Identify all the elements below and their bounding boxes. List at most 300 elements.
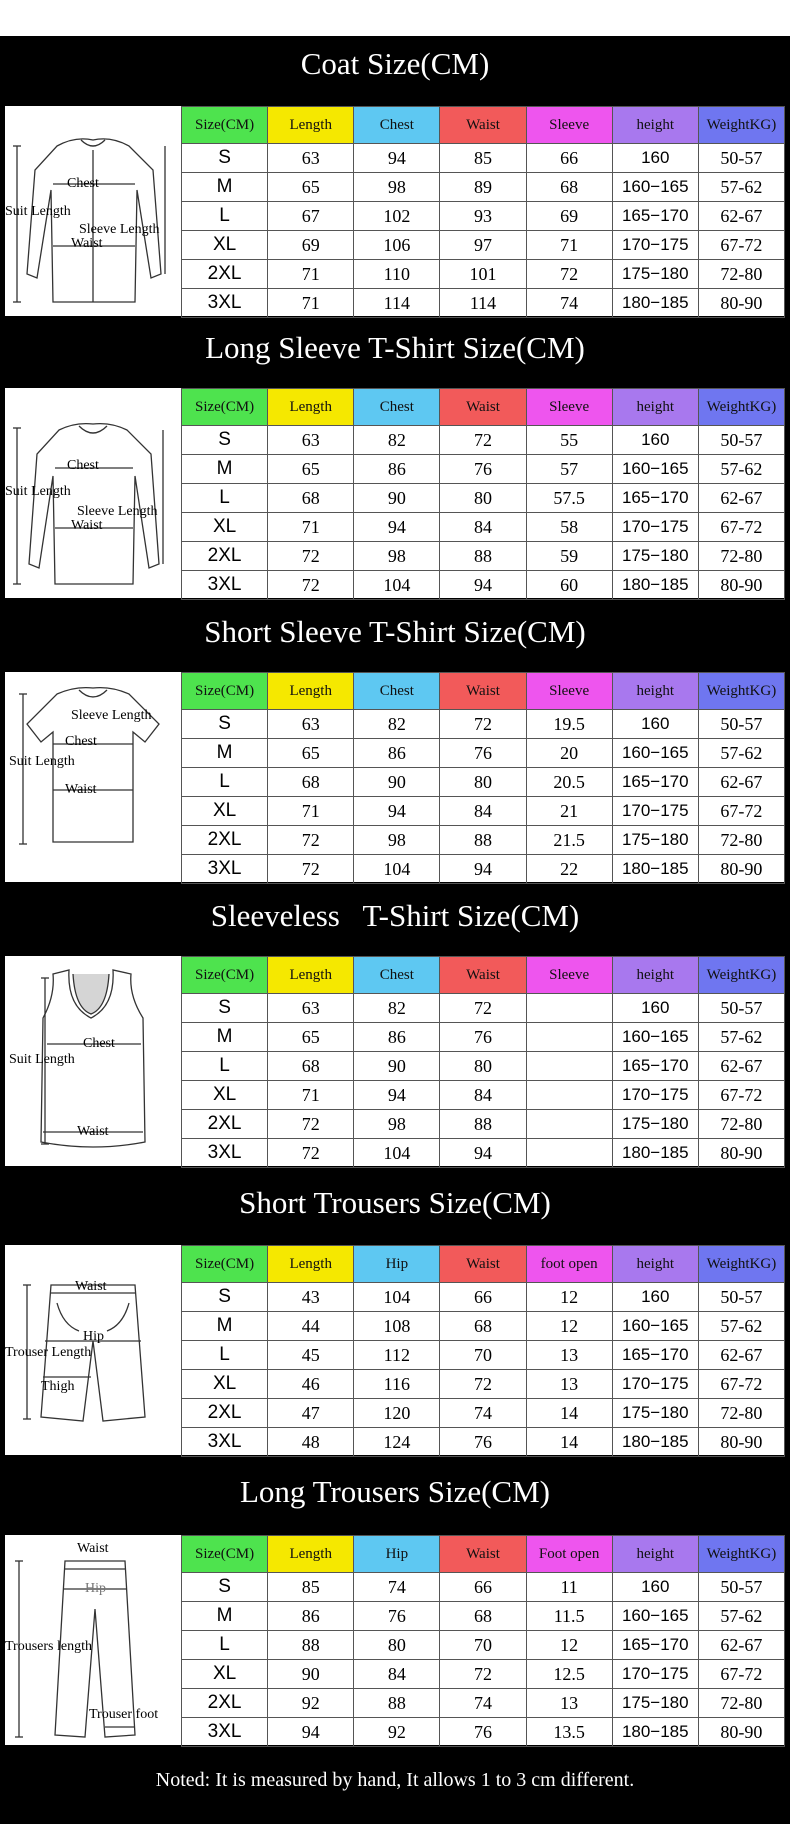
waist-label: Waist — [75, 1279, 107, 1294]
table-cell: 175−180 — [612, 826, 698, 855]
table-cell: 57-62 — [698, 1023, 784, 1052]
table-cell: 57-62 — [698, 455, 784, 484]
table-cell: 62-67 — [698, 484, 784, 513]
table-cell: 71 — [268, 260, 354, 289]
table-cell: 67-72 — [698, 797, 784, 826]
table-cell: 58 — [526, 513, 612, 542]
table-cell: 50-57 — [698, 426, 784, 455]
foot-open-header: foot open — [526, 1246, 612, 1283]
table-cell: 104 — [354, 1139, 440, 1168]
table-row — [182, 855, 785, 884]
table-cell: 76 — [440, 1023, 526, 1052]
long-trousers-diagram — [5, 1535, 181, 1745]
table-cell: 68 — [526, 173, 612, 202]
header-row — [182, 957, 785, 994]
table-cell: 94 — [440, 855, 526, 884]
height-header: height — [612, 673, 698, 710]
short-sleeve-diagram — [5, 672, 181, 882]
table-cell: 90 — [354, 1052, 440, 1081]
table-row — [182, 994, 785, 1023]
table-cell: 3XL — [182, 289, 268, 318]
chest-label: Chest — [65, 734, 97, 749]
table-cell: 57.5 — [526, 484, 612, 513]
sleeve-header: Sleeve — [526, 107, 612, 144]
table-cell: 106 — [354, 231, 440, 260]
table-cell: 98 — [354, 1110, 440, 1139]
table-cell: 2XL — [182, 1399, 268, 1428]
short-sleeve-outline-icon — [5, 672, 181, 882]
table-cell: 84 — [440, 1081, 526, 1110]
table-cell: 72-80 — [698, 1689, 784, 1718]
table-cell: 82 — [354, 426, 440, 455]
table-cell: 160−165 — [612, 173, 698, 202]
table-cell: 72-80 — [698, 260, 784, 289]
long-sleeve-section — [5, 388, 785, 598]
table-row — [182, 455, 785, 484]
weight-header: WeightKG) — [698, 389, 784, 426]
height-header: height — [612, 957, 698, 994]
table-cell: 160−165 — [612, 1312, 698, 1341]
table-cell: 71 — [268, 513, 354, 542]
long-trousers-section — [5, 1535, 785, 1745]
table-cell: 13 — [526, 1370, 612, 1399]
table-cell: S — [182, 1573, 268, 1602]
table-row — [182, 1370, 785, 1399]
table-cell: 160−165 — [612, 455, 698, 484]
table-cell: 65 — [268, 455, 354, 484]
table-cell: 102 — [354, 202, 440, 231]
table-cell: 165−170 — [612, 1341, 698, 1370]
table-cell: 69 — [526, 202, 612, 231]
table-cell: 65 — [268, 173, 354, 202]
table-cell: 92 — [354, 1718, 440, 1747]
table-cell: 80 — [440, 1052, 526, 1081]
table-row — [182, 768, 785, 797]
suit-length-label: Suit Length — [9, 1052, 75, 1067]
sleeve-length-label: Sleeve Length — [77, 504, 158, 519]
table-cell — [526, 1052, 612, 1081]
table-cell: 72-80 — [698, 542, 784, 571]
table-cell: L — [182, 1631, 268, 1660]
table-cell: 170−175 — [612, 1660, 698, 1689]
table-cell: 12 — [526, 1631, 612, 1660]
waist-label: Waist — [71, 236, 103, 251]
table-cell: 12 — [526, 1283, 612, 1312]
table-cell: 88 — [354, 1689, 440, 1718]
waist-header: Waist — [440, 389, 526, 426]
size-header: Size(CM) — [182, 1536, 268, 1573]
table-cell: 85 — [268, 1573, 354, 1602]
table-cell: 165−170 — [612, 1052, 698, 1081]
table-row — [182, 1139, 785, 1168]
table-cell: XL — [182, 513, 268, 542]
table-cell: 84 — [440, 513, 526, 542]
table-row — [182, 1602, 785, 1631]
table-cell: S — [182, 426, 268, 455]
table-cell: 67-72 — [698, 1081, 784, 1110]
table-cell: 74 — [440, 1689, 526, 1718]
table-cell: 21.5 — [526, 826, 612, 855]
table-row — [182, 513, 785, 542]
table-cell: M — [182, 1602, 268, 1631]
sleeve-header: Sleeve — [526, 957, 612, 994]
table-row — [182, 1283, 785, 1312]
table-cell: 20.5 — [526, 768, 612, 797]
table-cell: 80-90 — [698, 571, 784, 600]
long-trousers-title: Long Trousers Size(CM) — [239, 1474, 550, 1509]
table-cell: XL — [182, 797, 268, 826]
table-row — [182, 739, 785, 768]
height-header: height — [612, 1246, 698, 1283]
table-cell: 114 — [440, 289, 526, 318]
trousers-length-label: Trousers length — [5, 1639, 92, 1654]
table-cell: 86 — [354, 1023, 440, 1052]
table-cell: 72 — [268, 542, 354, 571]
height-header: height — [612, 107, 698, 144]
table-row — [182, 1081, 785, 1110]
table-cell: 82 — [354, 994, 440, 1023]
table-cell: 175−180 — [612, 260, 698, 289]
table-cell: 67-72 — [698, 1370, 784, 1399]
coat-section — [5, 106, 785, 316]
table-row — [182, 1718, 785, 1747]
table-cell: 88 — [440, 1110, 526, 1139]
table-cell: XL — [182, 1660, 268, 1689]
table-cell: 160 — [612, 1283, 698, 1312]
size-header: Size(CM) — [182, 957, 268, 994]
length-header: Length — [268, 107, 354, 144]
table-cell: 2XL — [182, 542, 268, 571]
table-cell: 92 — [268, 1689, 354, 1718]
table-cell: 170−175 — [612, 1081, 698, 1110]
table-cell: 124 — [354, 1428, 440, 1457]
table-row — [182, 1023, 785, 1052]
table-cell: 3XL — [182, 1428, 268, 1457]
table-cell: 165−170 — [612, 768, 698, 797]
table-row — [182, 289, 785, 318]
chest-header: Chest — [354, 389, 440, 426]
table-cell: 50-57 — [698, 1283, 784, 1312]
table-cell: 72-80 — [698, 826, 784, 855]
header-row — [182, 389, 785, 426]
table-cell: 90 — [354, 484, 440, 513]
table-cell: 175−180 — [612, 1689, 698, 1718]
table-cell: 14 — [526, 1428, 612, 1457]
length-header: Length — [268, 957, 354, 994]
table-cell: 160−165 — [612, 739, 698, 768]
table-cell: 76 — [440, 1428, 526, 1457]
table-cell: 88 — [268, 1631, 354, 1660]
chest-label: Chest — [83, 1036, 115, 1051]
table-cell: 160 — [612, 710, 698, 739]
table-cell: 180−185 — [612, 1428, 698, 1457]
table-cell: 116 — [354, 1370, 440, 1399]
table-cell: 94 — [440, 1139, 526, 1168]
table-cell: 76 — [440, 1718, 526, 1747]
table-cell: L — [182, 1341, 268, 1370]
table-cell: 180−185 — [612, 1718, 698, 1747]
table-cell: 88 — [440, 826, 526, 855]
table-cell: S — [182, 710, 268, 739]
table-cell: 88 — [440, 542, 526, 571]
table-cell: 90 — [354, 768, 440, 797]
table-cell: 62-67 — [698, 1052, 784, 1081]
table-cell: 12 — [526, 1312, 612, 1341]
table-cell: 72-80 — [698, 1110, 784, 1139]
table-cell: 3XL — [182, 571, 268, 600]
size-header: Size(CM) — [182, 107, 268, 144]
table-row — [182, 144, 785, 173]
waist-label: Waist — [77, 1124, 109, 1139]
table-cell: 57-62 — [698, 1602, 784, 1631]
table-cell: 84 — [440, 797, 526, 826]
table-cell: 22 — [526, 855, 612, 884]
chest-header: Chest — [354, 957, 440, 994]
table-cell: 48 — [268, 1428, 354, 1457]
table-row — [182, 1689, 785, 1718]
length-header: Length — [268, 389, 354, 426]
table-cell: 114 — [354, 289, 440, 318]
waist-label: Waist — [71, 518, 103, 533]
table-cell: 72 — [268, 571, 354, 600]
table-cell: 3XL — [182, 1718, 268, 1747]
table-cell: 63 — [268, 426, 354, 455]
table-cell: 63 — [268, 710, 354, 739]
table-cell: 63 — [268, 144, 354, 173]
table-row — [182, 1312, 785, 1341]
table-cell: 74 — [526, 289, 612, 318]
table-cell: 68 — [440, 1602, 526, 1631]
table-cell: 65 — [268, 739, 354, 768]
sleeveless-size-table — [181, 956, 785, 1168]
length-header: Length — [268, 1536, 354, 1573]
table-cell: 108 — [354, 1312, 440, 1341]
table-cell: 80-90 — [698, 1718, 784, 1747]
table-cell: XL — [182, 1370, 268, 1399]
table-cell: 57 — [526, 455, 612, 484]
table-row — [182, 484, 785, 513]
table-cell: L — [182, 768, 268, 797]
table-cell: 82 — [354, 710, 440, 739]
table-cell: 72 — [440, 710, 526, 739]
waist-header: Waist — [440, 673, 526, 710]
table-cell: M — [182, 1312, 268, 1341]
table-cell: M — [182, 455, 268, 484]
table-cell: 94 — [354, 797, 440, 826]
table-cell: 80-90 — [698, 1139, 784, 1168]
table-cell: 72 — [268, 826, 354, 855]
trouser-length-label: Trouser Length — [5, 1345, 92, 1360]
table-cell: 2XL — [182, 260, 268, 289]
table-row — [182, 231, 785, 260]
table-cell: 72 — [268, 1110, 354, 1139]
table-cell: 72 — [440, 1370, 526, 1399]
table-cell: 160−165 — [612, 1602, 698, 1631]
hip-header: Hip — [354, 1246, 440, 1283]
hip-label: Hip — [83, 1329, 104, 1344]
weight-header: WeightKG) — [698, 957, 784, 994]
length-header: Length — [268, 673, 354, 710]
length-header: Length — [268, 1246, 354, 1283]
table-cell: 67-72 — [698, 513, 784, 542]
suit-length-label: Suit Length — [5, 484, 71, 499]
table-cell: 80 — [354, 1631, 440, 1660]
thigh-label: Thigh — [41, 1379, 75, 1394]
height-header: height — [612, 1536, 698, 1573]
hip-header: Hip — [354, 1536, 440, 1573]
header-row — [182, 1246, 785, 1283]
table-row — [182, 426, 785, 455]
coat-size-table — [181, 106, 785, 318]
table-cell: 80-90 — [698, 855, 784, 884]
table-row — [182, 826, 785, 855]
table-cell: XL — [182, 231, 268, 260]
table-cell: M — [182, 1023, 268, 1052]
table-cell: 84 — [354, 1660, 440, 1689]
table-row — [182, 542, 785, 571]
table-cell: 80 — [440, 768, 526, 797]
trouser-foot-label: Trouser foot — [89, 1707, 159, 1722]
table-cell: 74 — [440, 1399, 526, 1428]
table-cell: 104 — [354, 1283, 440, 1312]
table-cell: 70 — [440, 1631, 526, 1660]
table-cell: 180−185 — [612, 1139, 698, 1168]
size-header: Size(CM) — [182, 1246, 268, 1283]
size-header: Size(CM) — [182, 673, 268, 710]
waist-label: Waist — [77, 1541, 109, 1556]
table-cell — [526, 1110, 612, 1139]
table-cell: 72 — [268, 855, 354, 884]
table-cell: 68 — [268, 484, 354, 513]
waist-header: Waist — [440, 1536, 526, 1573]
short-trousers-size-table — [181, 1245, 785, 1457]
table-cell: M — [182, 739, 268, 768]
table-cell: 104 — [354, 571, 440, 600]
table-cell: 165−170 — [612, 1631, 698, 1660]
table-cell: 57-62 — [698, 1312, 784, 1341]
table-cell: 180−185 — [612, 571, 698, 600]
table-cell: 98 — [354, 173, 440, 202]
table-cell: 71 — [268, 289, 354, 318]
table-row — [182, 202, 785, 231]
table-cell: 180−185 — [612, 855, 698, 884]
table-cell: 60 — [526, 571, 612, 600]
table-cell: 71 — [526, 231, 612, 260]
table-cell: 94 — [440, 571, 526, 600]
table-cell: 63 — [268, 994, 354, 1023]
table-cell: 175−180 — [612, 1399, 698, 1428]
table-cell: 2XL — [182, 1689, 268, 1718]
table-cell: 50-57 — [698, 994, 784, 1023]
table-cell: 180−185 — [612, 289, 698, 318]
table-cell: 94 — [354, 144, 440, 173]
table-cell: 68 — [268, 768, 354, 797]
table-cell: 66 — [440, 1283, 526, 1312]
table-cell: 175−180 — [612, 1110, 698, 1139]
table-cell: 69 — [268, 231, 354, 260]
table-cell: 170−175 — [612, 797, 698, 826]
table-cell: 62-67 — [698, 768, 784, 797]
table-cell: 70 — [440, 1341, 526, 1370]
table-cell: 72-80 — [698, 1399, 784, 1428]
short-sleeve-size-table — [181, 672, 785, 884]
table-cell: 80 — [440, 484, 526, 513]
table-cell: 11.5 — [526, 1602, 612, 1631]
table-cell: 94 — [354, 1081, 440, 1110]
table-row — [182, 1573, 785, 1602]
table-cell: 165−170 — [612, 202, 698, 231]
foot-open-header: Foot open — [526, 1536, 612, 1573]
table-cell: 20 — [526, 739, 612, 768]
table-cell: 98 — [354, 826, 440, 855]
table-cell: 98 — [354, 542, 440, 571]
table-cell: 44 — [268, 1312, 354, 1341]
table-cell: 76 — [440, 739, 526, 768]
table-cell: 47 — [268, 1399, 354, 1428]
table-row — [182, 1399, 785, 1428]
short-trousers-section — [5, 1245, 785, 1455]
sleeve-header: Sleeve — [526, 673, 612, 710]
table-cell: 90 — [268, 1660, 354, 1689]
table-cell: 170−175 — [612, 231, 698, 260]
table-cell: 101 — [440, 260, 526, 289]
size-header: Size(CM) — [182, 389, 268, 426]
table-cell: 62-67 — [698, 1341, 784, 1370]
table-cell: 43 — [268, 1283, 354, 1312]
table-cell: 50-57 — [698, 710, 784, 739]
short-sleeve-section — [5, 672, 785, 882]
sleeve-length-label: Sleeve Length — [71, 708, 152, 723]
table-cell: 72 — [440, 426, 526, 455]
table-cell: 50-57 — [698, 144, 784, 173]
sleeveless-section — [5, 956, 785, 1166]
table-cell — [526, 1081, 612, 1110]
measurement-note: Noted: It is measured by hand, It allows 1 to 3 cm different. — [155, 1769, 635, 1791]
long-sleeve-diagram — [5, 388, 181, 598]
table-row — [182, 571, 785, 600]
table-cell: 170−175 — [612, 1370, 698, 1399]
table-cell: 3XL — [182, 855, 268, 884]
sleeve-header: Sleeve — [526, 389, 612, 426]
table-cell: 68 — [268, 1052, 354, 1081]
chest-header: Chest — [354, 673, 440, 710]
table-row — [182, 1660, 785, 1689]
sleeve-length-label: Sleeve Length — [79, 222, 160, 237]
table-cell: 11 — [526, 1573, 612, 1602]
table-cell: 120 — [354, 1399, 440, 1428]
table-cell: 72 — [526, 260, 612, 289]
chest-label: Chest — [67, 176, 99, 191]
suit-length-label: Suit Length — [9, 754, 75, 769]
height-header: height — [612, 389, 698, 426]
table-cell: 13 — [526, 1341, 612, 1370]
table-cell: 65 — [268, 1023, 354, 1052]
table-cell: 80-90 — [698, 289, 784, 318]
table-cell: 165−170 — [612, 484, 698, 513]
waist-label: Waist — [65, 782, 97, 797]
table-cell: 112 — [354, 1341, 440, 1370]
table-cell: 93 — [440, 202, 526, 231]
weight-header: WeightKG) — [698, 1536, 784, 1573]
table-cell: 57-62 — [698, 739, 784, 768]
table-cell: 45 — [268, 1341, 354, 1370]
suit-length-label: Suit Length — [5, 204, 71, 219]
table-cell: 55 — [526, 426, 612, 455]
table-cell — [526, 1023, 612, 1052]
short-sleeve-title: Short Sleeve T-Shirt Size(CM) — [204, 614, 586, 649]
table-cell: 62-67 — [698, 202, 784, 231]
table-cell: 19.5 — [526, 710, 612, 739]
